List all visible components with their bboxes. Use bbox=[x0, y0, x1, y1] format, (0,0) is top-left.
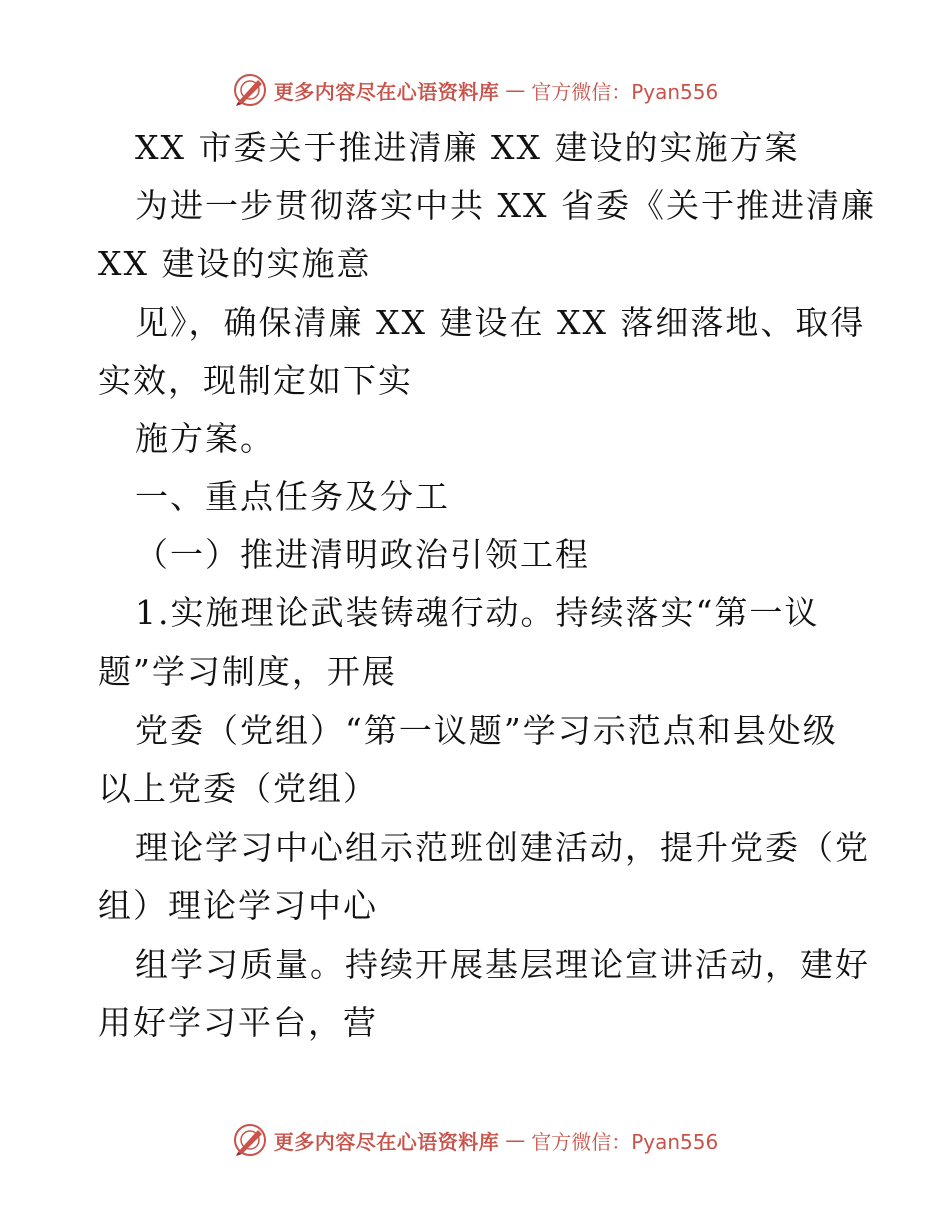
paragraph-line: 1.实施理论武装铸魂行动。持续落实“第一议 bbox=[135, 593, 820, 632]
paragraph-line: 施方案。 bbox=[135, 419, 275, 458]
header-watermark bbox=[0, 70, 950, 110]
watermark-contact: 官方微信：Pyan556 bbox=[531, 1129, 719, 1154]
document-title: XX 市委关于推进清廉 XX 建设的实施方案 bbox=[135, 128, 800, 167]
subsection-heading: （一）推进清明政治引领工程 bbox=[135, 535, 590, 574]
paragraph-line: 题”学习制度，开展 bbox=[98, 652, 397, 691]
watermark-text: 更多内容尽在心语资料库 bbox=[273, 1129, 500, 1154]
pen-logo-icon bbox=[232, 72, 268, 108]
paragraph-line: 理论学习中心组示范班创建活动，提升党委（党 bbox=[135, 828, 870, 867]
pen-logo-icon bbox=[232, 1122, 268, 1158]
paragraph-line: 组学习质量。持续开展基层理论宣讲活动，建好 bbox=[135, 945, 870, 984]
watermark-dash: — bbox=[505, 78, 526, 102]
footer-watermark bbox=[0, 1120, 950, 1160]
paragraph-line: 实效，现制定如下实 bbox=[98, 361, 413, 400]
paragraph-line: 见》，确保清廉 XX 建设在 XX 落细落地、取得 bbox=[135, 303, 866, 342]
paragraph-line: 用好学习平台，营 bbox=[98, 1003, 378, 1042]
paragraph-line: 为进一步贯彻落实中共 XX 省委《关于推进清廉 bbox=[135, 186, 876, 225]
section-heading: 一、重点任务及分工 bbox=[135, 477, 450, 516]
watermark-contact: 官方微信：Pyan556 bbox=[531, 79, 719, 104]
paragraph-line: 党委（党组）“第一议题”学习示范点和县处级 bbox=[135, 711, 838, 750]
paragraph-line: 组）理论学习中心 bbox=[98, 886, 378, 925]
watermark-text: 更多内容尽在心语资料库 bbox=[273, 79, 500, 104]
watermark-dash: — bbox=[505, 1128, 526, 1152]
paragraph-line: 以上党委（党组） bbox=[98, 769, 378, 808]
paragraph-line: XX 建设的实施意 bbox=[98, 244, 372, 283]
